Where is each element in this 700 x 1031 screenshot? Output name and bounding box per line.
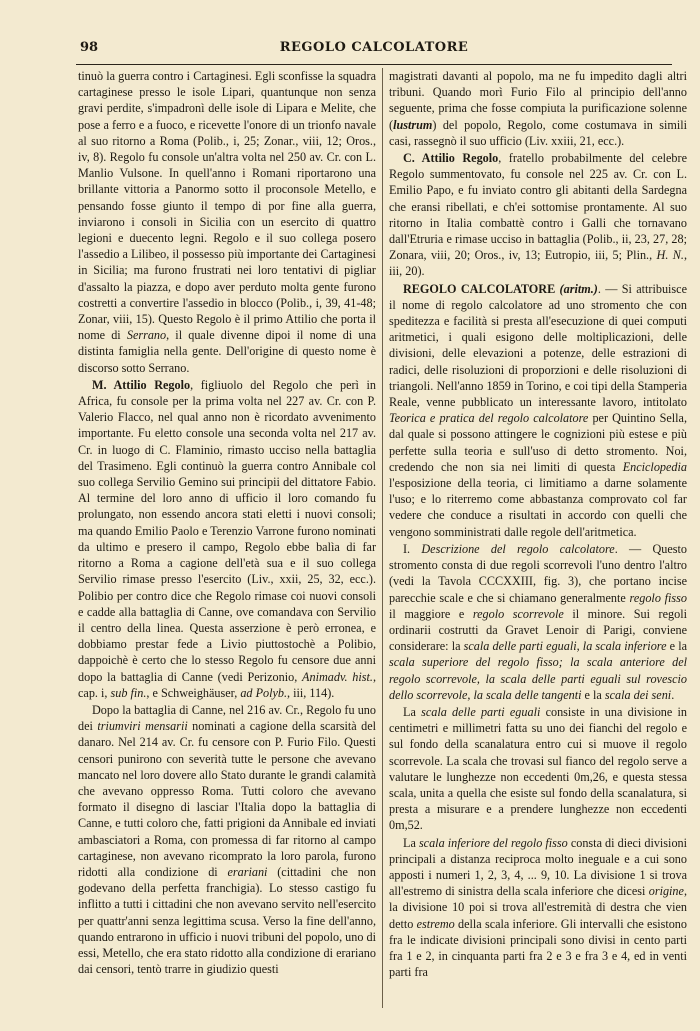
column-divider: [382, 68, 383, 1008]
paragraph: I. Descrizione del regolo calcolatore. — Questo stromento consta di due regoli scorrevoli l'uno dentro l'altro (vedi la Tavola CCCXXIII, fig. 3), che portano incise parecchie scale e che si chiamano generalmente regolo fisso il maggiore e regolo scorrevole il minore. Sui regoli ordinarii costrutti da Gravet Lenoir di Parigi, conviene considerare: la scala delle parti eguali, la scala inferiore e la scala superiore del regolo fisso; la scala anteriore del regolo scorrevole, la scala delle parti eguali sul rovescio dello scorrevole, la scala delle tangenti e la scala dei seni.: [389, 541, 687, 702]
paragraph: C. Attilio Regolo, fratello probabilmente del celebre Regolo summentovato, fu console nel 225 av. Cr. con L. Emilio Papo, e fu inviato contro gli abitanti della Sardegna che eransi ribellati, e ch'ei sottomise prontamente. Al suo ritorno in Italia combattè contro i Galli che tornavano dall'Etruria e rimase ucciso in battaglia (Polib., ii, 23, 27, 28; Zonara, viii, 20; Oros., iv, 13; Eutropio, iii, 5; Plin., H. N., iii, 20).: [389, 151, 687, 279]
left-column: [78, 68, 376, 977]
page-header: [76, 36, 672, 58]
entry-title: REGOLO CALCOLATORE: [403, 281, 556, 296]
entry-paragraph: REGOLO CALCOLATORE (aritm.). — Si attribuisce il nome di regolo calcolatore ad uno stromento che con speditezza e facilità si presta all'esecuzione di quei computi aritmetici, i quali esigono delle moltiplicazioni, delle divisioni, delle elevazioni a potenze, delle estrazioni di radici, delle risoluzioni di proporzioni e delle risoluzioni di triangoli. Nell'anno 1859 in Torino, e coi tipi della Stamperia Reale, venne pubblicato un interessante lavoro, intitolato Teorica e pratica del regolo calcolatore per Quintino Sella, dal quale si possono attingere le cognizioni più estese e più perfette sulla teoria e sull'uso di detto stromento. Noi, credendo che non sia nei limiti di questa Enciclopedia l'esposizione della teoria, ci limitiamo a darne solamente l'uso; e lo riterremo come abbastanza comprovato col far vedere che conduce a risultati in accordo con quelli che vengono somministrati dalle regole dell'aritmetica.: [389, 281, 688, 539]
paragraph: tinuò la guerra contro i Cartaginesi. Egli sconfisse la squadra cartaginese presso le isole Lipari, quantunque non senza gravi perdite, s'impadronì delle isole di Lipara e Melite, che pose a ferro e a fuoco, e ricevette l'onore di un trionfo navale al suo ritorno a Roma (Polib., i, 25; Zonar., viii, 12; Oros., iv, 8). Regolo fu console un'altra volta nel 250 av. Cr. con L. Manlio Vulsone. In quell'anno i Romani riportarono una brillante vittoria a Panormo sotto il proconsole Metello, e pensando fosse giunto il tempo di por fine alla guerra, inviarono i consoli in Sicilia con un esercito di quattro legioni e duecento legni. Regolo e il suo collega posero l'assedio a Lilibeo, il possesso più importante dei Cartaginesi in Sicilia; ma furono frustrati nei loro tentativi di pigliar d'assalto la piazza, e dopo aver perduto molta gente furono costretti a convertire l'assedio in blocco (Polib., i, 39, 41-48; Zonar, viii, 15). Questo Regolo è il primo Attilio che porta il nome di Serrano, il quale divenne dipoi il nome di una distinta famiglia nella gente. Dell'origine di questo nome è discorso sotto Serrano.: [78, 69, 376, 375]
header-rule: [76, 64, 672, 65]
page-number: 98: [80, 40, 99, 55]
right-column: [389, 68, 687, 980]
paragraph: magistrati davanti al popolo, ma ne fu impedito dagli altri tribuni. Quando morì Furio Filo al principio dell'anno seguente, prima che fosse compiuta la purificazione solenne (lustrum) del popolo, Regolo, come costumava in simili casi, rassegnò il suo ufficio (Liv. xxiii, 21, ecc.).: [389, 69, 687, 148]
paragraph: La scala inferiore del regolo fisso consta di dieci divisioni principali a distanza reciproca molto ineguale e a cui sono apposti i numeri 1, 2, 3, 4, ... 9, 10. La divisione 1 si trova all'estremo di sinistra della scala inferiore che dicesi origine, la divisione 10 poi si trova all'estremità di destra che vien detto estremo della scala inferiore. Gli intervalli che esistono fra le indicate divisioni principali sono divisi in cento parti fra 1 e 2, in cinquanta parti fra 2 e 3 e fra 3 e 4, ed in venti parti fra: [389, 835, 688, 980]
paragraph: M. Attilio Regolo, figliuolo del Regolo che perì in Africa, fu console per la prima volta nel 227 av. Cr. con P. Valerio Flacco, nel qual anno non è ricordato avvenimento importante. Fu eletto console una seconda volta nel 217 av. Cr. in luogo di C. Flaminio, rimasto ucciso nella battaglia del Trasimeno. Egli continuò la guerra contro Annibale col suo collega Servilio Gemino sui principii del dittatore Fabio. Al termine del loro anno di ufficio il loro comando fu prolungato, non essendo ancora stati eletti i nuovi consoli; ma quando Emilio Paolo e Terenzio Varrone furono nominati da ultimo e presero il campo, Regolo ebbe balìa di far ritorno a Roma a cagione dell'età sua e il suo collega Servilio rimase presso l'esercito (Liv., xxii, 25, 32, ecc.). Polibio per contro dice che Regolo rimase coi nuovi consoli e cadde alla battaglia di Canne, ove comandava con Servilio il centro della linea. Questa asserzione è però erronea, e dobbiamo prestar fede a Livio piuttostochè a Polibio, dappoichè è certo che lo stesso Regolo fu censore due anni dopo la battaglia di Canne (vedi Perizonio, Animadv. hist., cap. i, sub fin., e Schweighäuser, ad Polyb., iii, 114).: [78, 377, 376, 700]
paragraph: La scala delle parti eguali consiste in una divisione in centimetri e millimetri fatta su uno dei fianchi del regolo e sul fondo della scanalatura entro cui si muove il regolo scorrevole. La scala che trovasi sul fianco del regolo serve a valutare le lunghezze non eccedenti 0m,26, e questa stessa scala, unita a quella che esiste sul fondo della scanalatura, si presta a misurare e a prendere lunghezze non eccedenti 0m,52.: [389, 704, 688, 833]
running-head: REGOLO CALCOLATORE: [279, 40, 469, 55]
paragraph: Dopo la battaglia di Canne, nel 216 av. Cr., Regolo fu uno dei triumviri mensarii nominati a cagione della scarsità del danaro. Nel 214 av. Cr. fu censore con P. Furio Filo. Questi censori punirono con severità tutte le persone che avevano mancato nel loro dovere allo Stato durante le grandi calamità che avevano oppresso Roma. Tutti coloro che avevano formato il disegno di lasciar l'Italia dopo la battaglia di Canne, e tutti coloro che, fatti prigioni da Annibale ed inviati ambasciatori a Roma, con promessa di far ritorno al campo cartaginese, non avevano ricomprato la loro parola, furono ridotti alla condizione di erariani (cittadini che non godevano della perfetta franchigia). Lo stesso castigo fu inflitto a tutti i cittadini che non avevano servito nell'esercito per quattr'anni senza legittima scusa. Verso la fine dell'anno, quando entrarono in ufficio i nuovi tribuni del popolo, uno di essi, Metello, che era stato ridotto alla condizione di erariano dai censori, tentò trarre in giudizio questi: [78, 702, 376, 977]
